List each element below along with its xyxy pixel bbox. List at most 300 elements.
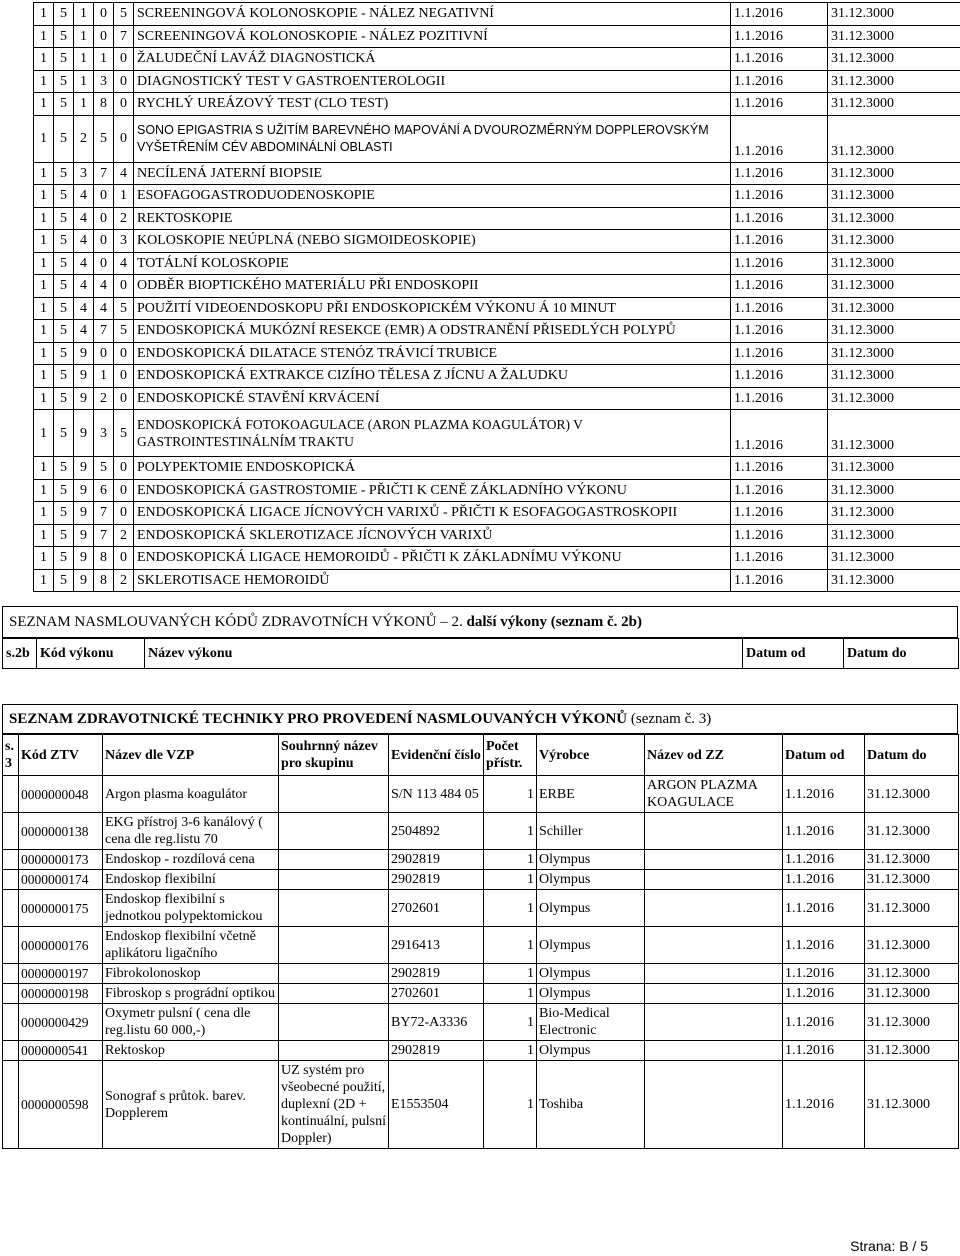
ztv-code: 0000000429 (19, 1004, 103, 1041)
code-digit: 9 (74, 502, 94, 525)
date-to: 31.12.3000 (865, 776, 959, 813)
manufacturer: Olympus (537, 870, 645, 890)
index-cell (3, 870, 19, 890)
procedure-name: ENDOSKOPICKÉ STAVĚNÍ KRVÁCENÍ (134, 387, 731, 410)
index-cell (3, 964, 19, 984)
date-to: 31.12.3000 (865, 890, 959, 927)
index-cell (3, 1061, 19, 1149)
header-cell: Počet přístr. (484, 735, 537, 776)
procedure-name: REKTOSKOPIE (134, 207, 731, 230)
code-digit: 4 (74, 252, 94, 275)
code-digit: 1 (34, 230, 54, 253)
code-digit: 1 (34, 162, 54, 185)
code-digit: 0 (94, 185, 114, 208)
evidence-number: 2902819 (389, 964, 484, 984)
evidence-number: 2902819 (389, 870, 484, 890)
code-digit: 1 (34, 207, 54, 230)
code-digit: 4 (74, 320, 94, 343)
ztv-code: 0000000541 (19, 1041, 103, 1061)
date-from: 1.1.2016 (731, 185, 828, 208)
code-digit: 0 (114, 48, 134, 71)
procedure-name: ENDOSKOPICKÁ SKLEROTIZACE JÍCNOVÝCH VARIXŮ (134, 524, 731, 547)
code-digit: 1 (114, 185, 134, 208)
code-digit: 5 (114, 3, 134, 26)
table-row (34, 70, 960, 93)
device-count: 1 (484, 1041, 537, 1061)
manufacturer: Bio-Medical Electronic (537, 1004, 645, 1041)
table-row (34, 297, 960, 320)
date-to: 31.12.3000 (828, 25, 960, 48)
header-cell: Výrobce (537, 735, 645, 776)
date-to: 31.12.3000 (828, 297, 960, 320)
date-to: 31.12.3000 (828, 230, 960, 253)
date-from: 1.1.2016 (731, 457, 828, 480)
code-digit: 0 (94, 3, 114, 26)
ztv-code: 0000000598 (19, 1061, 103, 1149)
table-row (3, 984, 959, 1004)
code-digit: 4 (74, 207, 94, 230)
table-row (34, 185, 960, 208)
code-digit: 5 (54, 502, 74, 525)
table-row (34, 48, 960, 71)
code-digit: 0 (114, 275, 134, 298)
date-to: 31.12.3000 (828, 410, 960, 457)
code-digit: 0 (114, 93, 134, 116)
code-digit: 4 (74, 230, 94, 253)
device-count: 1 (484, 964, 537, 984)
header-cell: Název dle VZP (103, 735, 279, 776)
date-from: 1.1.2016 (731, 547, 828, 570)
header-cell: s.2b (3, 639, 37, 669)
header-cell: Evidenční číslo (389, 735, 484, 776)
procedure-name: ENDOSKOPICKÁ LIGACE JÍCNOVÝCH VARIXŮ - PŘIČTI K ESOFAGOGASTROSKOPII (134, 502, 731, 525)
procedure-name: DIAGNOSTICKÝ TEST V GASTROENTEROLOGII (134, 70, 731, 93)
date-to: 31.12.3000 (865, 870, 959, 890)
date-from: 1.1.2016 (783, 984, 865, 1004)
code-digit: 1 (34, 297, 54, 320)
procedure-name: SKLEROTISACE HEMOROIDŮ (134, 569, 731, 592)
date-from: 1.1.2016 (731, 252, 828, 275)
code-digit: 5 (94, 457, 114, 480)
procedure-name: NECÍLENÁ JATERNÍ BIOPSIE (134, 162, 731, 185)
date-from: 1.1.2016 (731, 342, 828, 365)
date-from: 1.1.2016 (731, 93, 828, 116)
code-digit: 1 (34, 3, 54, 26)
procedure-name: SCREENINGOVÁ KOLONOSKOPIE - NÁLEZ POZITIVNÍ (134, 25, 731, 48)
code-digit: 1 (74, 25, 94, 48)
table-row (34, 410, 960, 457)
group-name (279, 927, 389, 964)
code-digit: 5 (54, 230, 74, 253)
date-to: 31.12.3000 (828, 365, 960, 388)
code-digit: 6 (94, 479, 114, 502)
group-name (279, 850, 389, 870)
table-row (34, 275, 960, 298)
procedure-name: ŽALUDEČNÍ LAVÁŽ DIAGNOSTICKÁ (134, 48, 731, 71)
device-count: 1 (484, 776, 537, 813)
code-digit: 7 (94, 162, 114, 185)
code-digit: 5 (54, 342, 74, 365)
procedure-codes-table (33, 2, 960, 592)
code-digit: 5 (54, 162, 74, 185)
code-digit: 9 (74, 569, 94, 592)
header-cell: Kód výkonu (37, 639, 145, 669)
code-digit: 0 (114, 502, 134, 525)
code-digit: 1 (34, 70, 54, 93)
code-digit: 5 (54, 410, 74, 457)
code-digit: 3 (94, 70, 114, 93)
zz-name (645, 1004, 783, 1041)
date-to: 31.12.3000 (865, 1004, 959, 1041)
table-row (3, 964, 959, 984)
code-digit: 1 (34, 365, 54, 388)
code-digit: 7 (94, 524, 114, 547)
code-digit: 0 (114, 387, 134, 410)
procedure-name: ODBĚR BIOPTICKÉHO MATERIÁLU PŘI ENDOSKOPII (134, 275, 731, 298)
index-cell (3, 813, 19, 850)
section-2b-title-bold: další výkony (seznam č. 2b) (466, 614, 642, 630)
date-to: 31.12.3000 (828, 3, 960, 26)
index-cell (3, 1041, 19, 1061)
vzp-name: Endoskop flexibilní včetně aplikátoru ligačního (103, 927, 279, 964)
code-digit: 4 (94, 297, 114, 320)
date-to: 31.12.3000 (865, 927, 959, 964)
ztv-code: 0000000197 (19, 964, 103, 984)
date-from: 1.1.2016 (783, 964, 865, 984)
date-to: 31.12.3000 (865, 1061, 959, 1149)
table-row (34, 524, 960, 547)
manufacturer: Olympus (537, 964, 645, 984)
code-digit: 0 (114, 479, 134, 502)
code-digit: 5 (54, 185, 74, 208)
ztv-code: 0000000176 (19, 927, 103, 964)
code-digit: 5 (54, 365, 74, 388)
table-row (34, 457, 960, 480)
code-digit: 0 (114, 342, 134, 365)
table-row (34, 207, 960, 230)
vzp-name: Sonograf s průtok. barev. Dopplerem (103, 1061, 279, 1149)
manufacturer: Toshiba (537, 1061, 645, 1149)
vzp-name: Oxymetr pulsní ( cena dle reg.listu 60 000,-) (103, 1004, 279, 1041)
date-to: 31.12.3000 (828, 457, 960, 480)
table-row (34, 3, 960, 26)
code-digit: 5 (54, 457, 74, 480)
code-digit: 1 (34, 479, 54, 502)
code-digit: 1 (94, 365, 114, 388)
index-cell (3, 1004, 19, 1041)
date-from: 1.1.2016 (783, 1004, 865, 1041)
date-to: 31.12.3000 (828, 252, 960, 275)
manufacturer: Olympus (537, 927, 645, 964)
code-digit: 1 (74, 48, 94, 71)
date-from: 1.1.2016 (731, 207, 828, 230)
equipment-table (2, 734, 959, 1149)
procedure-name: ENDOSKOPICKÁ EXTRAKCE CIZÍHO TĚLESA Z JÍCNU A ŽALUDKU (134, 365, 731, 388)
evidence-number: 2902819 (389, 1041, 484, 1061)
table-row (34, 387, 960, 410)
manufacturer: ERBE (537, 776, 645, 813)
date-from: 1.1.2016 (783, 776, 865, 813)
date-to: 31.12.3000 (828, 387, 960, 410)
zz-name (645, 927, 783, 964)
section-3-title: SEZNAM ZDRAVOTNICKÉ TECHNIKY PRO PROVEDENÍ NASMLOUVANÝCH VÝKONŮ (9, 711, 631, 727)
table-row (34, 479, 960, 502)
code-digit: 5 (54, 479, 74, 502)
evidence-number: E1553504 (389, 1061, 484, 1149)
zz-name (645, 964, 783, 984)
table-row (34, 502, 960, 525)
page-number: Strana: B / 5 (850, 1238, 928, 1254)
vzp-name: Endoskop - rozdílová cena (103, 850, 279, 870)
date-to: 31.12.3000 (828, 342, 960, 365)
code-digit: 5 (54, 48, 74, 71)
ztv-code: 0000000048 (19, 776, 103, 813)
date-to: 31.12.3000 (828, 502, 960, 525)
date-to: 31.12.3000 (828, 524, 960, 547)
date-to: 31.12.3000 (828, 569, 960, 592)
code-digit: 5 (54, 115, 74, 162)
procedure-name: ENDOSKOPICKÁ DILATACE STENÓZ TRÁVICÍ TRUBICE (134, 342, 731, 365)
date-from: 1.1.2016 (731, 297, 828, 320)
date-to: 31.12.3000 (828, 185, 960, 208)
code-digit: 5 (54, 387, 74, 410)
code-digit: 2 (114, 207, 134, 230)
date-to: 31.12.3000 (865, 813, 959, 850)
ztv-code: 0000000175 (19, 890, 103, 927)
code-digit: 4 (74, 185, 94, 208)
header-cell: Datum od (743, 639, 844, 669)
vzp-name: Argon plasma koagulátor (103, 776, 279, 813)
ztv-code: 0000000138 (19, 813, 103, 850)
zz-name: ARGON PLAZMA KOAGULACE (645, 776, 783, 813)
procedure-name: RYCHLÝ UREÁZOVÝ TEST (CLO TEST) (134, 93, 731, 116)
code-digit: 8 (94, 569, 114, 592)
code-digit: 9 (74, 547, 94, 570)
date-from: 1.1.2016 (731, 3, 828, 26)
code-digit: 0 (94, 207, 114, 230)
code-digit: 9 (74, 457, 94, 480)
index-cell (3, 776, 19, 813)
procedure-name: SONO EPIGASTRIA S UŽITÍM BAREVNÉHO MAPOVÁNÍ A DVOUROZMĚRNÝM DOPPLEROVSKÝM VYŠETŘENÍM CÉV ABDOMINÁLNÍ OBLASTI (134, 115, 731, 162)
section-2b-title: SEZNAM NASMLOUVANÝCH KÓDŮ ZDRAVOTNÍCH VÝKONŮ – 2. (9, 614, 467, 630)
procedure-name: ENDOSKOPICKÁ GASTROSTOMIE - PŘIČTI K CENĚ ZÁKLADNÍHO VÝKONU (134, 479, 731, 502)
date-to: 31.12.3000 (828, 479, 960, 502)
code-digit: 5 (114, 297, 134, 320)
date-from: 1.1.2016 (731, 365, 828, 388)
evidence-number: S/N 113 484 05 (389, 776, 484, 813)
code-digit: 7 (94, 320, 114, 343)
vzp-name: Endoskop flexibilní (103, 870, 279, 890)
vzp-name: Endoskop flexibilní s jednotkou polypektomickou (103, 890, 279, 927)
table-row (3, 870, 959, 890)
code-digit: 1 (34, 115, 54, 162)
vzp-name: Rektoskop (103, 1041, 279, 1061)
code-digit: 0 (94, 230, 114, 253)
evidence-number: 2902819 (389, 850, 484, 870)
date-from: 1.1.2016 (731, 275, 828, 298)
code-digit: 9 (74, 410, 94, 457)
device-count: 1 (484, 927, 537, 964)
code-digit: 1 (34, 342, 54, 365)
table-row (3, 890, 959, 927)
code-digit: 1 (34, 547, 54, 570)
section-2b-table (2, 638, 959, 669)
evidence-number: 2702601 (389, 984, 484, 1004)
code-digit: 5 (54, 297, 74, 320)
table-row (34, 547, 960, 570)
code-digit: 5 (54, 275, 74, 298)
zz-name (645, 984, 783, 1004)
device-count: 1 (484, 984, 537, 1004)
date-to: 31.12.3000 (828, 207, 960, 230)
code-digit: 1 (34, 320, 54, 343)
date-from: 1.1.2016 (731, 70, 828, 93)
code-digit: 2 (114, 524, 134, 547)
date-from: 1.1.2016 (731, 320, 828, 343)
section-2b-header (2, 606, 958, 638)
group-name (279, 890, 389, 927)
header-cell: Souhrnný název pro skupinu (279, 735, 389, 776)
date-from: 1.1.2016 (731, 387, 828, 410)
section-3-title-suffix: (seznam č. 3) (630, 711, 712, 727)
code-digit: 5 (54, 25, 74, 48)
code-digit: 0 (114, 365, 134, 388)
date-to: 31.12.3000 (865, 1041, 959, 1061)
code-digit: 5 (54, 569, 74, 592)
procedure-name: ENDOSKOPICKÁ FOTOKOAGULACE (ARON PLAZMA KOAGULÁTOR) V GASTROINTESTINÁLNÍM TRAKTU (134, 410, 731, 457)
code-digit: 4 (114, 162, 134, 185)
date-to: 31.12.3000 (865, 964, 959, 984)
table-row (34, 162, 960, 185)
code-digit: 9 (74, 365, 94, 388)
evidence-number: 2702601 (389, 890, 484, 927)
procedure-name: KOLOSKOPIE NEÚPLNÁ (NEBO SIGMOIDEOSKOPIE) (134, 230, 731, 253)
code-digit: 5 (94, 115, 114, 162)
date-from: 1.1.2016 (731, 569, 828, 592)
date-from: 1.1.2016 (731, 502, 828, 525)
code-digit: 7 (94, 502, 114, 525)
zz-name (645, 890, 783, 927)
group-name (279, 984, 389, 1004)
procedure-name: POLYPEKTOMIE ENDOSKOPICKÁ (134, 457, 731, 480)
index-cell (3, 927, 19, 964)
date-to: 31.12.3000 (865, 850, 959, 870)
table-row (34, 252, 960, 275)
code-digit: 9 (74, 342, 94, 365)
date-from: 1.1.2016 (731, 524, 828, 547)
date-from: 1.1.2016 (783, 890, 865, 927)
group-name (279, 1004, 389, 1041)
group-name (279, 813, 389, 850)
device-count: 1 (484, 850, 537, 870)
date-to: 31.12.3000 (865, 984, 959, 1004)
code-digit: 5 (54, 524, 74, 547)
manufacturer: Olympus (537, 1041, 645, 1061)
table-row (3, 813, 959, 850)
code-digit: 1 (74, 70, 94, 93)
code-digit: 3 (94, 410, 114, 457)
code-digit: 1 (34, 252, 54, 275)
device-count: 1 (484, 890, 537, 927)
date-from: 1.1.2016 (783, 1061, 865, 1149)
index-cell (3, 850, 19, 870)
code-digit: 0 (114, 115, 134, 162)
date-to: 31.12.3000 (828, 115, 960, 162)
date-from: 1.1.2016 (783, 850, 865, 870)
ztv-code: 0000000173 (19, 850, 103, 870)
zz-name (645, 813, 783, 850)
date-to: 31.12.3000 (828, 547, 960, 570)
date-from: 1.1.2016 (783, 1041, 865, 1061)
code-digit: 0 (94, 252, 114, 275)
code-digit: 4 (74, 297, 94, 320)
table-row (34, 115, 960, 162)
code-digit: 5 (54, 93, 74, 116)
code-digit: 5 (114, 410, 134, 457)
code-digit: 9 (74, 387, 94, 410)
zz-name (645, 1041, 783, 1061)
code-digit: 2 (94, 387, 114, 410)
device-count: 1 (484, 813, 537, 850)
code-digit: 1 (34, 410, 54, 457)
code-digit: 1 (94, 48, 114, 71)
code-digit: 0 (94, 25, 114, 48)
code-digit: 5 (54, 320, 74, 343)
device-count: 1 (484, 870, 537, 890)
date-from: 1.1.2016 (783, 813, 865, 850)
code-digit: 9 (74, 524, 94, 547)
table-row (34, 365, 960, 388)
code-digit: 0 (114, 70, 134, 93)
date-to: 31.12.3000 (828, 48, 960, 71)
procedure-name: ENDOSKOPICKÁ LIGACE HEMOROIDŮ - PŘIČTI K ZÁKLADNÍMU VÝKONU (134, 547, 731, 570)
code-digit: 1 (34, 387, 54, 410)
code-digit: 0 (114, 547, 134, 570)
header-cell: Název výkonu (145, 639, 743, 669)
date-from: 1.1.2016 (731, 162, 828, 185)
code-digit: 4 (74, 275, 94, 298)
code-digit: 5 (54, 70, 74, 93)
code-digit: 5 (54, 3, 74, 26)
table-row (34, 25, 960, 48)
procedure-name: POUŽITÍ VIDEOENDOSKOPU PŘI ENDOSKOPICKÉM VÝKONU Á 10 MINUT (134, 297, 731, 320)
group-name (279, 1041, 389, 1061)
code-digit: 7 (114, 25, 134, 48)
group-name (279, 870, 389, 890)
device-count: 1 (484, 1004, 537, 1041)
date-to: 31.12.3000 (828, 93, 960, 116)
header-cell: Název od ZZ (645, 735, 783, 776)
evidence-number: 2504892 (389, 813, 484, 850)
date-from: 1.1.2016 (731, 479, 828, 502)
code-digit: 2 (114, 569, 134, 592)
zz-name (645, 1061, 783, 1149)
equipment-header-row (3, 735, 959, 776)
header-cell: Datum do (865, 735, 959, 776)
code-digit: 1 (34, 457, 54, 480)
evidence-number: 2916413 (389, 927, 484, 964)
code-digit: 5 (54, 547, 74, 570)
manufacturer: Olympus (537, 890, 645, 927)
code-digit: 3 (74, 162, 94, 185)
zz-name (645, 850, 783, 870)
group-name (279, 964, 389, 984)
code-digit: 1 (74, 93, 94, 116)
table-row (3, 1004, 959, 1041)
procedure-name: TOTÁLNÍ KOLOSKOPIE (134, 252, 731, 275)
code-digit: 1 (34, 569, 54, 592)
vzp-name: Fibrokolonoskop (103, 964, 279, 984)
